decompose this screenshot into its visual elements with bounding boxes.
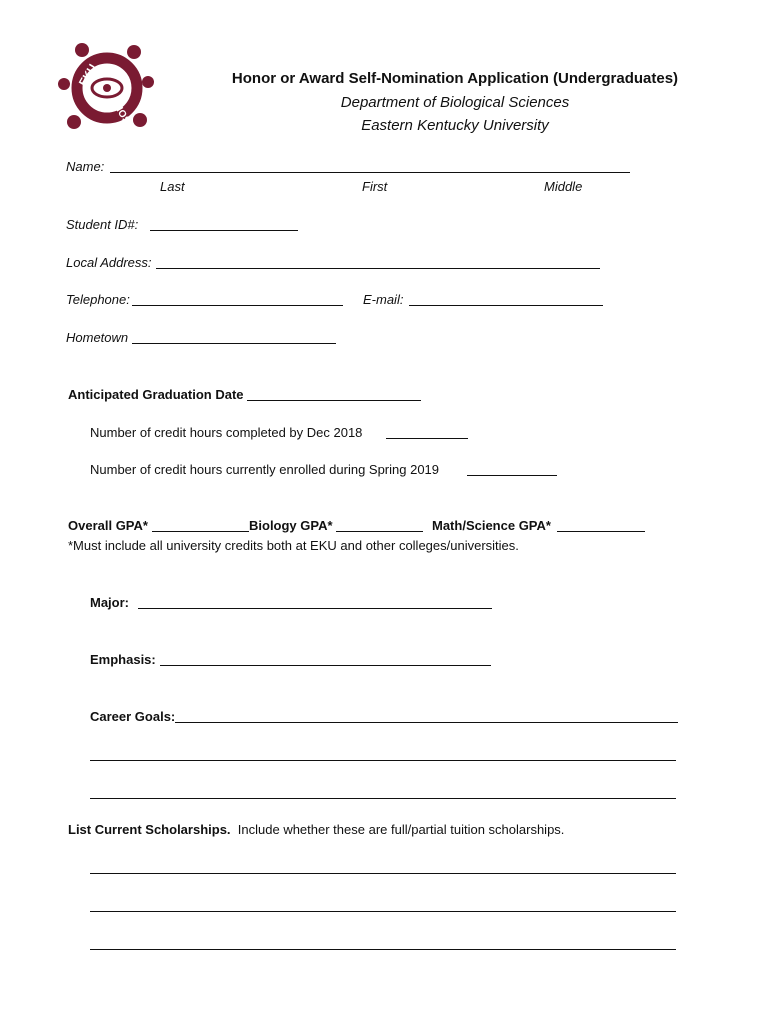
department-name: Department of Biological Sciences [340, 94, 570, 111]
graduation-date-label: Anticipated Graduation Date [68, 387, 244, 402]
local-address-field[interactable] [156, 268, 600, 269]
credits-completed-field[interactable] [386, 438, 468, 439]
biology-gpa-label: Biology GPA* [249, 518, 333, 533]
scholarships-field-2[interactable] [90, 911, 676, 912]
emphasis-label: Emphasis: [90, 652, 156, 667]
email-label: E-mail: [363, 292, 404, 307]
name-field[interactable] [110, 172, 630, 173]
telephone-label: Telephone: [66, 292, 130, 307]
credits-completed-label: Number of credit hours completed by Dec 2018 [90, 425, 363, 440]
scholarships-prompt [68, 822, 564, 837]
student-id-field[interactable] [150, 230, 298, 231]
hometown-label: Hometown [66, 330, 129, 345]
student-id-label: Student ID#: [66, 217, 139, 232]
emphasis-field[interactable] [160, 665, 491, 666]
first-name-caption: First [362, 179, 388, 194]
overall-gpa-label: Overall GPA* [68, 518, 148, 533]
biology-gpa-field[interactable] [336, 531, 423, 532]
university-name: Eastern Kentucky University [361, 117, 549, 134]
hometown-field[interactable] [132, 343, 336, 344]
form-title: Honor or Award Self-Nomination Application (Undergraduates) [231, 70, 679, 87]
major-field[interactable] [138, 608, 492, 609]
major-label: Major: [90, 595, 129, 610]
last-name-caption: Last [160, 179, 185, 194]
email-field[interactable] [409, 305, 603, 306]
overall-gpa-field[interactable] [152, 531, 249, 532]
scholarships-instruction: Include whether these are full/partial tuition scholarships. [237, 822, 565, 837]
scholarships-label: List Current Scholarships. [68, 822, 231, 837]
credits-enrolled-label: Number of credit hours currently enrolled during Spring 2019 [90, 462, 440, 477]
career-goals-field-3[interactable] [90, 798, 676, 799]
math-science-gpa-label: Math/Science GPA* [432, 518, 551, 533]
career-goals-field-2[interactable] [90, 760, 676, 761]
graduation-date-field[interactable] [247, 400, 421, 401]
name-label: Name: [66, 159, 105, 174]
middle-name-caption: Middle [544, 179, 583, 194]
career-goals-label: Career Goals: [90, 709, 176, 724]
math-science-gpa-field[interactable] [557, 531, 645, 532]
logo-text-eku: EKU [77, 62, 100, 89]
scholarships-field-1[interactable] [90, 873, 676, 874]
scholarships-field-3[interactable] [90, 949, 676, 950]
local-address-label: Local Address: [66, 255, 152, 270]
credits-enrolled-field[interactable] [467, 475, 557, 476]
gpa-note: *Must include all university credits both at EKU and other colleges/universities. [68, 538, 519, 553]
career-goals-field-1[interactable] [175, 722, 678, 723]
telephone-field[interactable] [132, 305, 343, 306]
logo-text-bios: BIOS [110, 99, 132, 127]
